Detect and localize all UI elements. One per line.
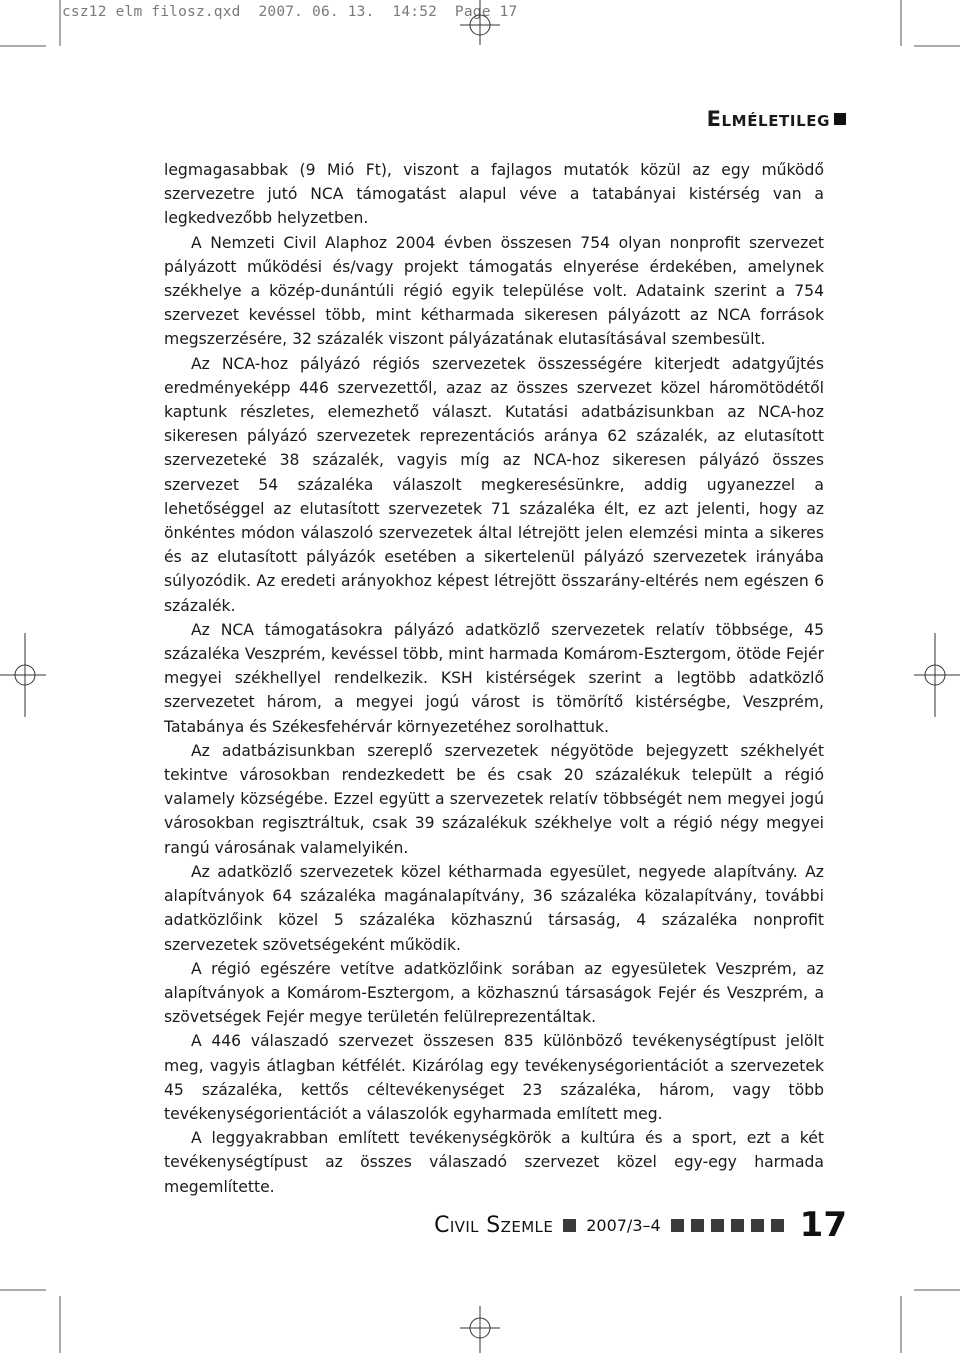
paragraph: Az adatbázisunkban szereplő szervezetek négyötöde bejegyzett székhelyét tekintve városokban rendezkedett be és csak 20 százalékuk települt a régió valamely községébe. Ezzel együtt a szervezetek relatív többségét nem megyei jogú városokban regisztráltuk, csak 39 százalékuk székhelye volt a régió négy megyei rangú városának valamelyikén. (164, 741, 824, 857)
section-title: Elméletileg (706, 107, 830, 131)
paragraph: A Nemzeti Civil Alaphoz 2004 évben összesen 754 olyan nonprofit szervezet pályázott működési és/vagy projekt támogatás elnyerése érdekében, amelynek székhelye a közép-dunántúli régió egyik települése volt. Adataink szerint a 754 szervezet kevéssel több, mint kétharmada sikeresen pályázott az NCA források megszerzésére, 32 százalék viszont pályázatának elutasításával szembesült. (164, 233, 824, 349)
article-body (164, 158, 824, 1199)
square-bullet-icon (711, 1219, 724, 1232)
paragraph: Az NCA támogatásokra pályázó adatközlő szervezetek relatív többsége, 45 százaléka Veszprém, kevéssel több, mint harmada Komárom-Esztergom, ötöde Fejér megyei székhellyel rendelkezik. KSH kistérségek szerint a legtöbb adatközlő szervezetet három, a megyei jogú várost is tömörítő kistérségbe, Veszprém, Tatabánya és Székesfehérvár környezetéhez sorolhattuk. (164, 620, 824, 736)
page-footer (434, 1205, 847, 1245)
square-bullet-icon (751, 1219, 764, 1232)
print-slug: csz12 elm filosz.qxd 2007. 06. 13. 14:52 Page 17 (62, 4, 518, 20)
paragraph: A 446 válaszadó szervezet összesen 835 különböző tevékenységtípust jelölt meg, vagyis átlagban kétfélét. Kizárólag egy tevékenységorientációt a szervezetek 45 százaléka, kettős céltevékenységet 23 százaléka, három, vagy több tevékenységorientációt a válaszolók egyharmada említett meg. (164, 1032, 824, 1123)
square-bullet-icon (834, 113, 846, 125)
page-number: 17 (799, 1205, 847, 1245)
square-bullet-icon (731, 1219, 744, 1232)
paragraph: Az adatközlő szervezetek közel kétharmada egyesület, negyede alapítvány. Az alapítványok 64 százaléka magánalapítvány, 36 százaléka közalapítvány, további adatközlőink közel 5 százaléka közhasznú társaság, 4 százaléka nonprofit szervezetek szövetségeként működik. (164, 862, 824, 954)
section-header (707, 107, 846, 131)
square-bullet-icon (671, 1219, 684, 1232)
journal-name: Civil Szemle (434, 1212, 554, 1238)
decorative-squares (671, 1219, 784, 1232)
paragraph: Az NCA-hoz pályázó régiós szervezetek összességére kiterjedt adatgyűjtés eredményeképp 446 szervezettől, azaz az összes szervezet közel háromötödétől kaptunk részletes, elemezhető választ. Kutatási adatbázisunkban az NCA-hoz sikeresen pályázó szervezetek reprezentációs aránya 62 százalék, az elutasított szervezeteké 38 százalék, vagyis míg az NCA-hoz sikeresen pályázó összes szervezet 54 százaléka válaszolt megkeresésünkre, addig ugyanezzel a lehetőséggel az elutasított szervezetek 71 százaléka élt, ez azt jelenti, hogy az önkéntes módon válaszoló szervezetek által létrejött jelen elemzési minta a sikeres és az elutasított pályázók esetében a sikertelenül pályázó szervezetek irányába súlyozódik. Az eredeti arányokhoz képest létrejött összarány-eltérés nem egészen 6 százalék. (164, 354, 824, 615)
issue-number: 2007/3–4 (586, 1215, 661, 1235)
paragraph: A régió egészére vetítve adatközlőink sorában az egyesületek Veszprém, az alapítványok a Komárom-Esztergom, a közhasznú társaságok Fejér és Veszprém, a szövetségek Fejér megye területén felülreprezentáltak. (164, 959, 824, 1027)
square-bullet-icon (771, 1219, 784, 1232)
square-bullet-icon (691, 1219, 704, 1232)
square-bullet-icon (563, 1219, 576, 1232)
paragraph: legmagasabbak (9 Mió Ft), viszont a fajlagos mutatók közül az egy működő szervezetre jutó NCA támogatást alapul véve a tatabányai kistérség van a legkedvezőbb helyzetben. (164, 161, 824, 228)
paragraph: A leggyakrabban említett tevékenységkörök a kultúra és a sport, ezt a két tevékenységtípust az összes válaszadó szervezet közel egy-egy harmada megemlítette. (164, 1129, 824, 1196)
